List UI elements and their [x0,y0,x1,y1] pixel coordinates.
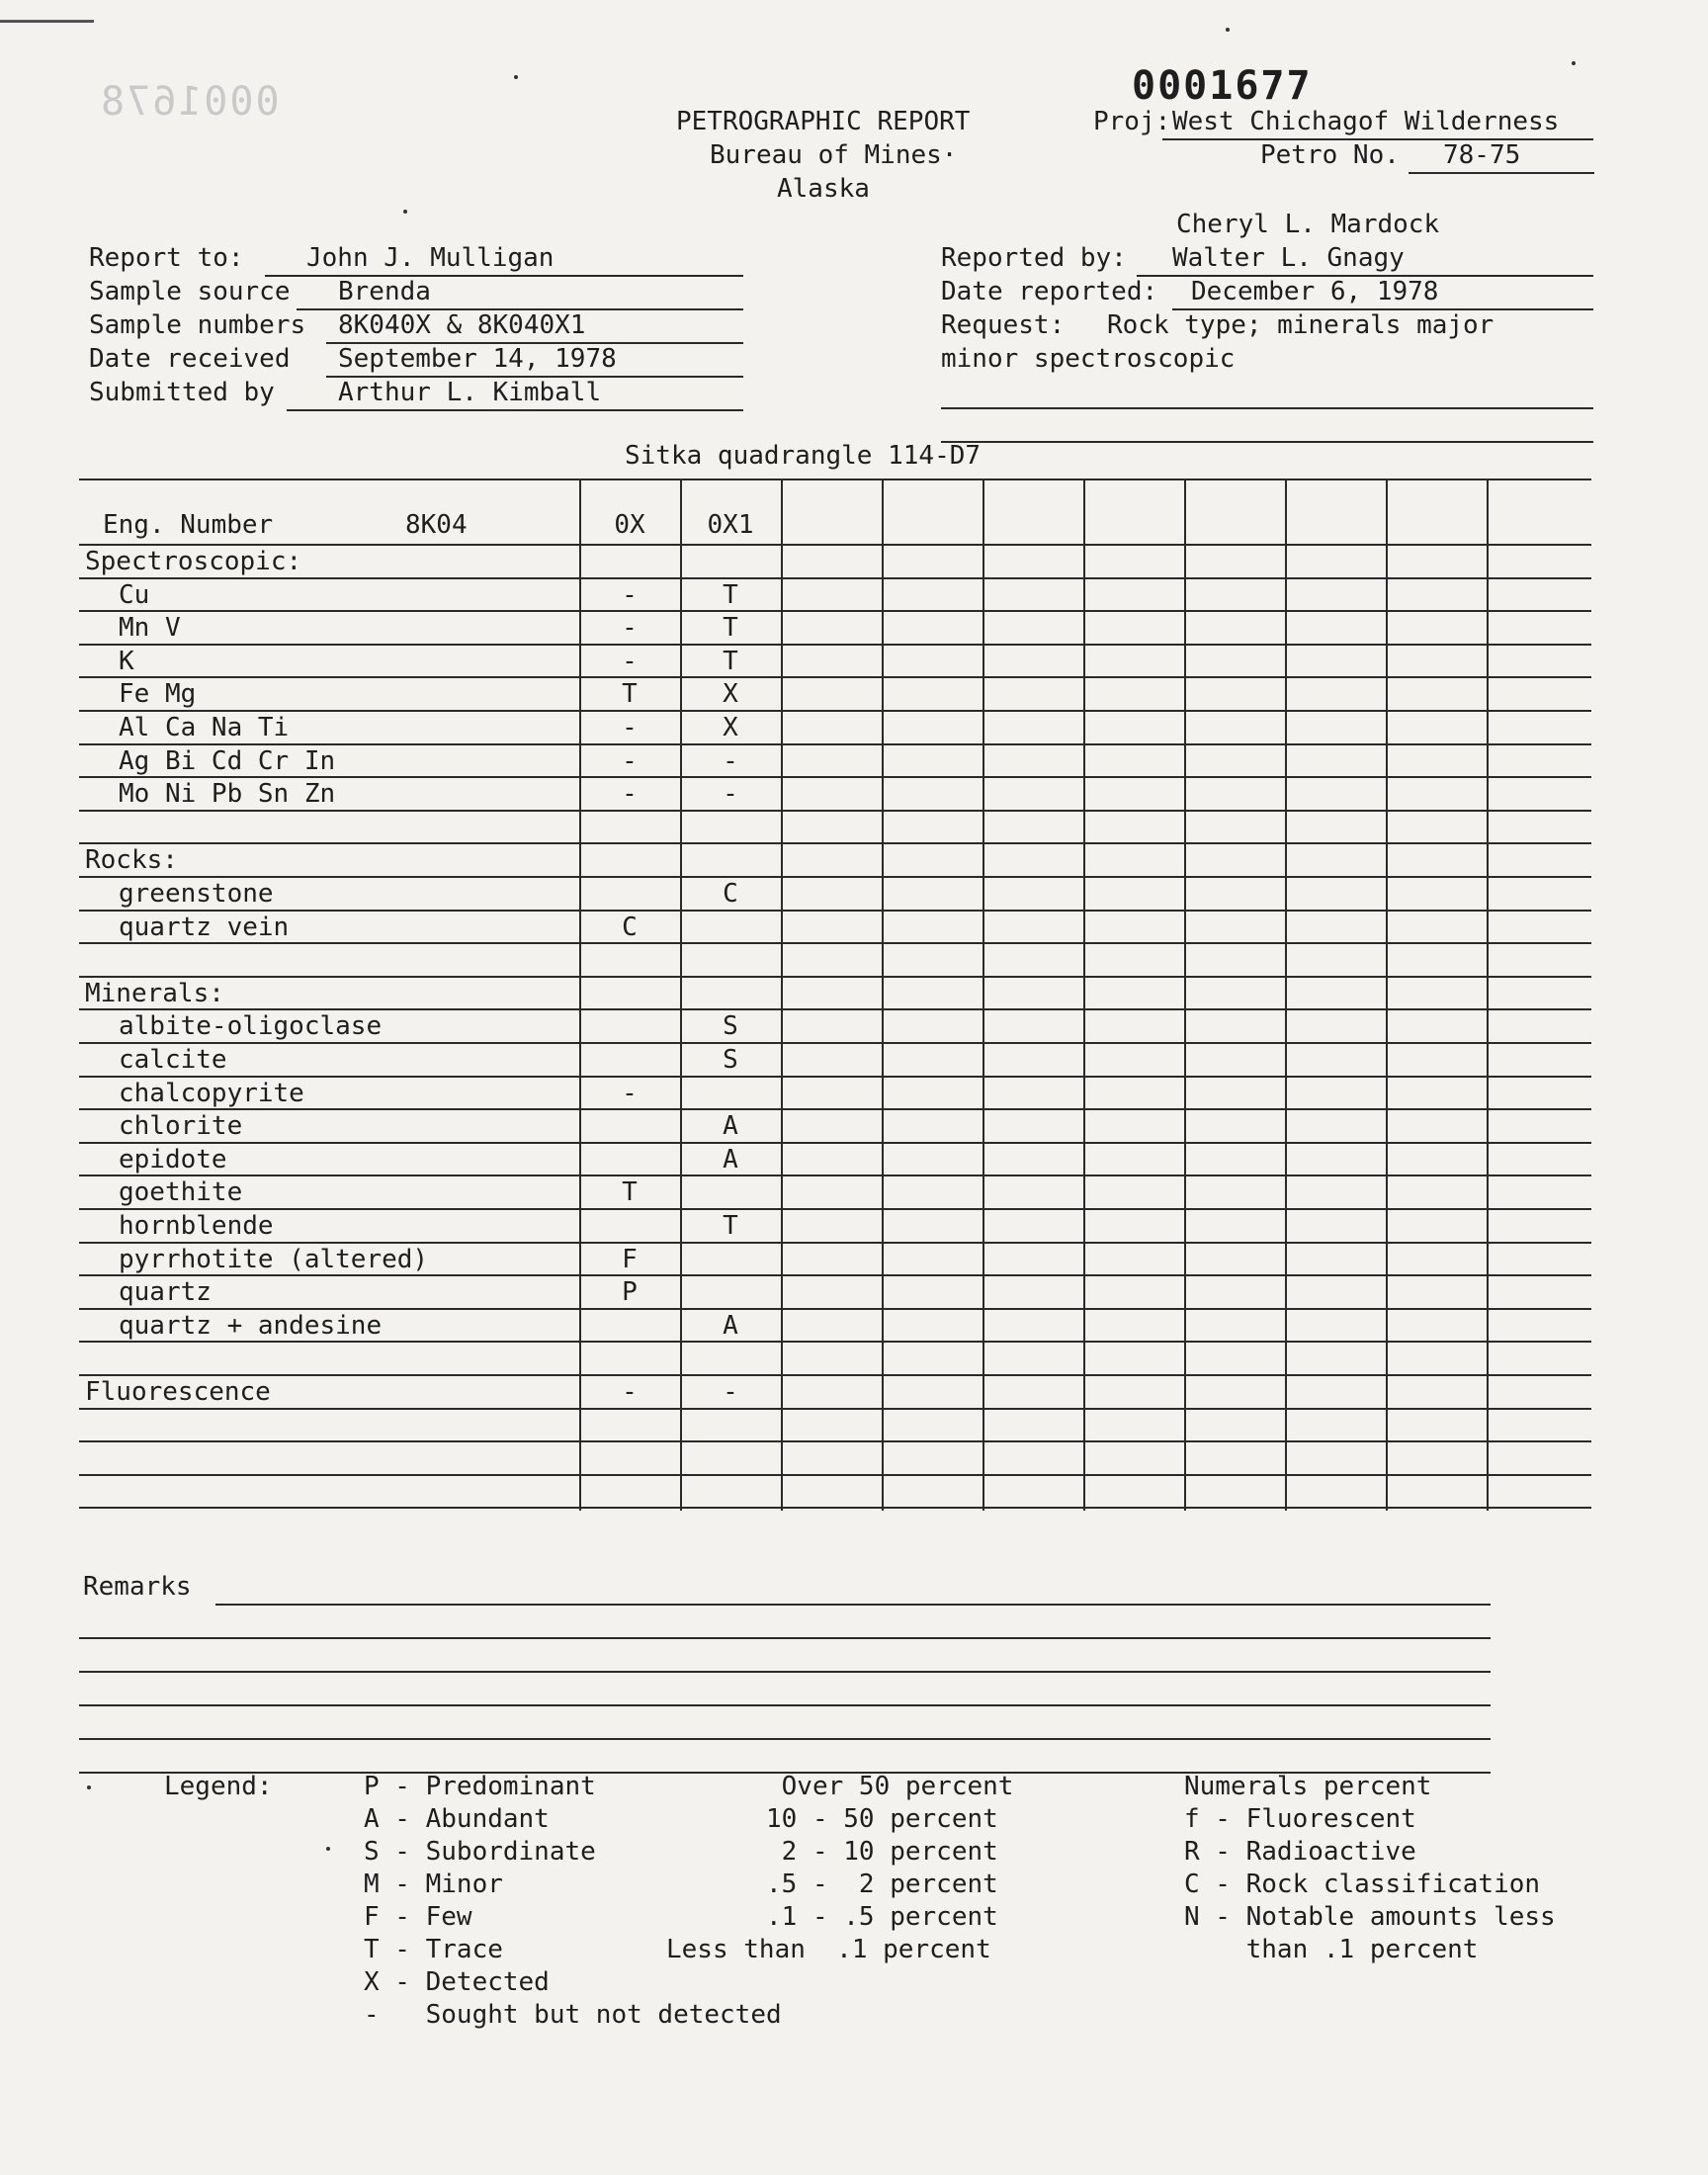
table-row-label: Rocks: [85,845,178,876]
table-row-label: Mn V [119,613,181,644]
reported-by-label: Reported by: [941,243,1127,273]
document-number-stamp: 0001677 [1132,63,1313,109]
table-row-line [79,910,1591,912]
eng-number-label: Eng. Number [103,510,274,540]
sample-source-label: Sample source [89,277,291,306]
table-cell: - [622,1377,638,1407]
column-header: 0X [614,510,645,540]
table-cell: A [723,1144,738,1174]
table-row-label: K [119,646,134,676]
table-cell: X [723,679,738,710]
table-row-line [79,776,1591,778]
table-column-line [1285,478,1287,1511]
table-cell: - [622,779,638,810]
table-row-label: chalcopyrite [119,1078,304,1108]
table-column-line [1386,478,1388,1511]
petro-no-label: Petro No. [1260,140,1400,170]
legend-label: Legend: [164,1772,273,1801]
table-row-line [79,610,1591,612]
table-row-label: Ag Bi Cd Cr In [119,745,336,776]
table-row-line [79,1374,1591,1376]
table-row-label: Al Ca Na Ti [119,713,290,742]
table-row-line [79,577,1591,579]
quadrangle-caption: Sitka quadrangle 114-D7 [625,441,982,471]
legend-m: M - Minor [364,1870,503,1899]
table-row-label: greenstone [119,879,274,909]
table-row-label: albite-oligoclase [119,1011,383,1042]
remarks-label: Remarks [83,1572,192,1602]
table-row-label: calcite [119,1045,227,1075]
scan-edge-mark [0,20,94,23]
table-row-line [79,1341,1591,1343]
table-row-line [79,1174,1591,1176]
table-cell: C [723,879,738,909]
legend-numerals: Numerals percent [1184,1772,1432,1801]
table-column-line [1083,478,1085,1511]
table-row-line [79,1042,1591,1044]
legend-range-p: Over 50 percent [766,1772,1014,1801]
table-row-label: Cu [119,579,150,610]
analyst-extra-name: Cheryl L. Mardock [1176,210,1440,239]
table-column-line [781,478,783,1511]
table-cell: S [723,1011,738,1042]
table-row-line [79,876,1591,878]
request-value: Rock type; minerals major [1107,310,1494,340]
table-column-line [1184,478,1186,1511]
legend-notable: N - Notable amounts less [1184,1902,1556,1932]
table-cell: - [723,1377,738,1407]
request-value-2: minor spectroscopic [941,344,1236,374]
legend-a: A - Abundant [364,1804,550,1834]
scan-speck [514,75,518,79]
date-received-value: September 14, 1978 [338,344,617,374]
table-cell: P [622,1277,638,1308]
table-row-line [79,976,1591,978]
scan-speck [326,1847,330,1851]
table-column-line [982,478,984,1511]
table-cell: T [622,679,638,710]
table-row-line [79,1408,1591,1410]
table-cell: - [622,1078,638,1108]
legend-f: F - Few [364,1902,472,1932]
table-row-line [79,1507,1591,1509]
table-row-label: pyrrhotite (altered) [119,1244,429,1274]
table-row-line [79,676,1591,678]
table-cell: T [723,579,738,610]
table-row-label: epidote [119,1144,227,1174]
submitted-by-label: Submitted by [89,378,275,407]
table-row-line [79,743,1591,745]
table-cell: - [622,613,638,644]
table-cell: - [622,745,638,776]
legend-dash: - Sought but not detected [364,2000,782,2030]
table-cell: - [723,745,738,776]
proj-value: West Chichagof Wilderness [1172,107,1560,136]
legend-t: T - Trace [364,1935,503,1964]
scan-speck [1226,28,1230,32]
legend-fluorescent: f - Fluorescent [1184,1804,1416,1834]
table-column-line [1487,478,1489,1511]
scan-speck [403,210,407,214]
date-received-label: Date received [89,344,291,374]
column-header: 0X1 [707,510,754,540]
table-cell: S [723,1045,738,1075]
legend-radioactive: R - Radioactive [1184,1837,1416,1867]
table-cell: - [622,646,638,676]
sample-source-value: Brenda [338,277,431,306]
legend-s: S - Subordinate [364,1837,596,1867]
proj-label: Proj: [1093,107,1171,136]
table-row-line [79,644,1591,646]
table-row-label: Spectroscopic: [85,547,302,576]
state-name: Alaska [777,174,870,204]
report-to-label: Report to: [89,243,244,273]
table-cell: T [622,1177,638,1208]
submitted-by-value: Arthur L. Kimball [338,378,602,407]
legend-range-a: 10 - 50 percent [766,1804,998,1834]
table-row-line [79,810,1591,812]
table-row-line [79,1308,1591,1310]
table-row-line [79,1208,1591,1210]
table-cell: - [622,579,638,610]
legend-rock-class: C - Rock classification [1184,1870,1541,1899]
table-top-border [79,478,1591,480]
table-row-line [79,842,1591,844]
table-row-label: Minerals: [85,978,224,1008]
table-cell: - [622,713,638,742]
table-row-line [79,1440,1591,1442]
bureau-name: Bureau of Mines· [710,140,958,170]
table-row-label: hornblende [119,1211,274,1241]
table-row-label: goethite [119,1177,243,1208]
date-reported-value: December 6, 1978 [1191,277,1439,306]
reported-by-value: Walter L. Gnagy [1172,243,1405,273]
report-to-value: John J. Mulligan [306,243,555,273]
table-row-line [79,544,1591,546]
table-cell: T [723,646,738,676]
table-cell: T [723,613,738,644]
table-row-line [79,1242,1591,1244]
legend-range-m: .5 - 2 percent [766,1870,998,1899]
table-row-line [79,1142,1591,1144]
table-cell: A [723,1111,738,1142]
mirror-stamp: 0001678 [99,79,280,125]
date-reported-label: Date reported: [941,277,1158,306]
legend-p: P - Predominant [364,1772,596,1801]
request-label: Request: [941,310,1066,340]
legend-notable-cont: than .1 percent [1184,1935,1479,1964]
scan-speck [1572,61,1576,65]
sample-numbers-value: 8K040X & 8K040X1 [338,310,586,340]
table-row-label: quartz vein [119,912,290,942]
table-cell: C [622,912,638,942]
table-row-label: Mo Ni Pb Sn Zn [119,779,336,810]
legend-range-f: .1 - .5 percent [766,1902,998,1932]
table-cell: A [723,1310,738,1341]
table-row-line [79,1474,1591,1476]
eng-number-prefix: 8K04 [405,510,468,540]
report-title: PETROGRAPHIC REPORT [676,107,971,136]
table-row-label: chlorite [119,1111,243,1142]
table-row-label: Fe Mg [119,679,197,710]
table-row-line [79,1108,1591,1110]
table-column-line [882,478,884,1511]
table-cell: - [723,779,738,810]
sample-numbers-label: Sample numbers [89,310,306,340]
petro-no-value: 78-75 [1443,140,1521,170]
table-row-label: Fluorescence [85,1377,271,1407]
legend-x: X - Detected [364,1967,550,1997]
table-row-line [79,710,1591,712]
table-row-label: quartz + andesine [119,1310,383,1341]
table-row-line [79,1008,1591,1010]
table-cell: X [723,713,738,742]
legend-range-s: 2 - 10 percent [766,1837,998,1867]
table-cell: F [622,1244,638,1274]
legend-range-t: Less than .1 percent [666,1935,991,1964]
table-row-line [79,1274,1591,1276]
table-row-line [79,1076,1591,1078]
table-row-label: quartz [119,1277,212,1308]
scan-speck [87,1785,91,1789]
table-cell: T [723,1211,738,1241]
table-row-line [79,942,1591,944]
